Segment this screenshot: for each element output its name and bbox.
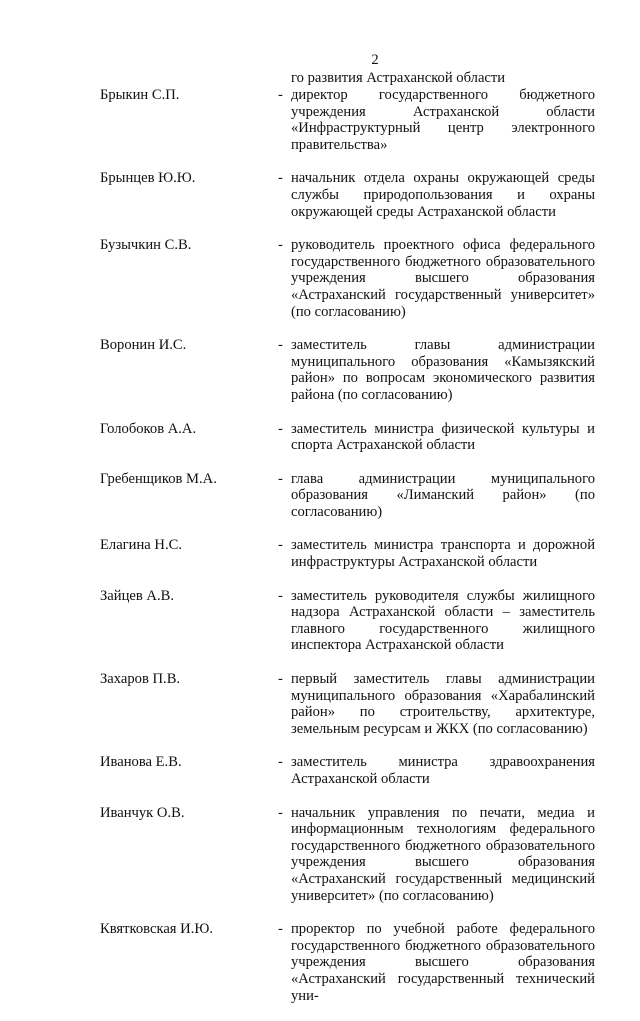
dash-separator: - [278, 587, 283, 604]
dash-separator: - [278, 671, 283, 688]
member-position: первый заместитель главы администрации муниципального образования «Харабалинский район» по строительству, архитектуре, земельным ресурсам и ЖКХ (по согласованию) [291, 671, 595, 737]
member-name: Бузычкин С.В. [100, 237, 192, 254]
member-position: начальник отдела охраны окружающей среды службы природопользования и охраны окружающей среды Астраханской области [291, 170, 595, 220]
list-item [0, 87, 640, 153]
list-item [0, 671, 640, 737]
member-position: заместитель главы администрации муниципального образования «Камызякский район» по вопросам экономического развития района (по согласованию) [291, 337, 595, 403]
member-position: руководитель проектного офиса федерального государственного бюджетного образовательного учреждения высшего образования «Астраханский государственный университет» (по согласованию) [291, 237, 595, 320]
page-number: 2 [371, 52, 379, 68]
list-item [0, 337, 640, 403]
continuation-text: го развития Астраханской области [291, 70, 506, 86]
list-item [0, 805, 640, 905]
list-item [0, 754, 640, 787]
member-position: директор государственного бюджетного учреждения Астраханской области «Инфраструктурный центр электронного правительства» [291, 87, 595, 153]
dash-separator: - [278, 804, 283, 821]
dash-separator: - [278, 470, 283, 487]
member-position: заместитель руководителя службы жилищного надзора Астраханской области – заместитель главного государственного жилищного инспектора Астраханской области [291, 587, 595, 654]
member-name: Квятковская И.Ю. [100, 921, 213, 938]
dash-separator: - [278, 170, 283, 187]
member-position: заместитель министра здравоохранения Астраханской области [291, 754, 595, 787]
member-name: Елагина Н.С. [100, 537, 182, 554]
member-name: Брыкин С.П. [100, 87, 180, 103]
list-item [0, 537, 640, 570]
list-item [0, 170, 640, 220]
member-name: Голобоков А.А. [100, 420, 197, 437]
member-name: Зайцев А.В. [100, 587, 174, 604]
member-name: Воронин И.С. [100, 337, 187, 354]
member-name: Иванчук О.В. [100, 804, 185, 821]
list-item [0, 237, 640, 320]
dash-separator: - [278, 420, 283, 437]
member-name: Захаров П.В. [100, 671, 181, 688]
member-position: проректор по учебной работе федерального государственного бюджетного образовательного учреждения высшего образования «Астраханский государственный технический уни- [291, 921, 595, 1004]
member-position: глава администрации муниципального образования «Лиманский район» (по согласованию) [291, 470, 595, 520]
dash-separator: - [278, 754, 283, 771]
list-item [0, 921, 640, 1004]
member-position: начальник управления по печати, медиа и информационным технологиям федерального государственного бюджетного образовательного учреждения высшего образования «Астраханский государственный медицинский университет» (по согласованию) [291, 804, 595, 904]
member-name: Брынцев Ю.Ю. [100, 170, 196, 187]
member-name: Гребенщиков М.А. [100, 470, 217, 487]
list-item [0, 471, 640, 521]
dash-separator: - [278, 337, 283, 354]
member-position: заместитель министра физической культуры и спорта Астраханской области [291, 420, 595, 454]
dash-separator: - [278, 537, 283, 554]
dash-separator: - [278, 921, 283, 938]
list-item [0, 588, 640, 654]
member-position: заместитель министра транспорта и дорожной инфраструктуры Астраханской области [291, 537, 595, 571]
dash-separator: - [278, 237, 283, 254]
member-name: Иванова Е.В. [100, 754, 182, 771]
dash-separator: - [278, 87, 283, 103]
member-list [0, 87, 640, 1021]
list-item [0, 421, 640, 454]
